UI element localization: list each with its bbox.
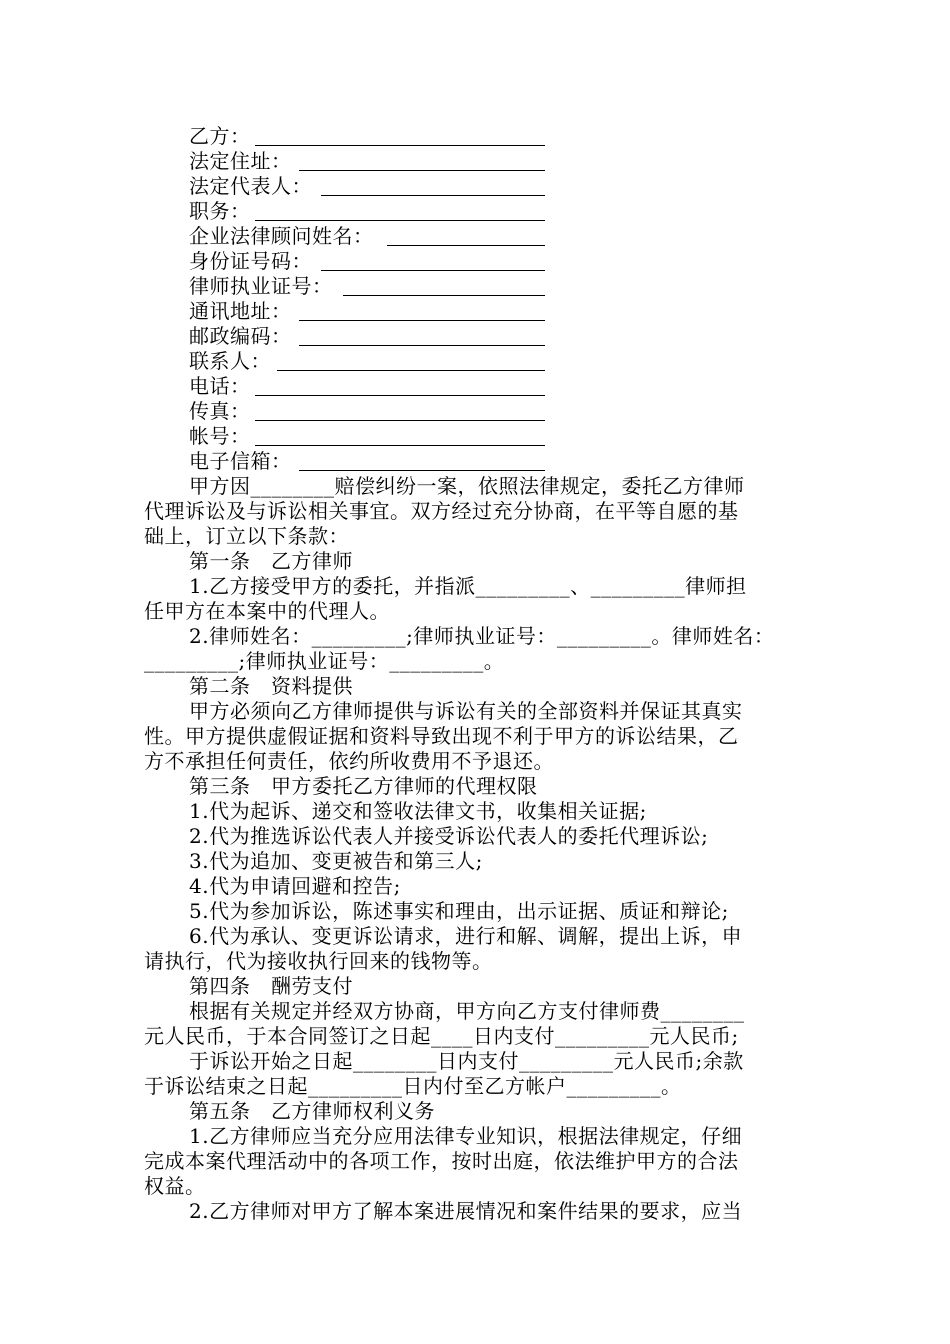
field-label: 联系人： — [189, 349, 271, 373]
field-label: 帐号： — [189, 424, 251, 448]
clause-text: 甲方必须向乙方律师提供与诉讼有关的全部资料并保证其真实 — [189, 699, 743, 723]
field-label: 法定住址： — [189, 149, 292, 173]
postal-code-field — [189, 324, 292, 349]
legal-address-field — [189, 149, 292, 174]
clause-text: 代理诉讼及与诉讼相关事宜。双方经过充分协商，在平等自愿的基 — [144, 499, 739, 523]
clause-text: 6.代为承认、变更诉讼请求，进行和解、调解，提出上诉，申 — [189, 924, 743, 948]
fax-field — [189, 399, 251, 424]
clause-text: 甲方因________赔偿纠纷一案，依照法律规定，委托乙方律师 — [189, 474, 745, 498]
legal-counsel-name-field — [189, 224, 374, 249]
article-heading: 第四条 酬劳支付 — [189, 974, 353, 998]
fill-in-line — [321, 195, 545, 196]
article-heading: 第五条 乙方律师权利义务 — [189, 1099, 435, 1123]
fill-in-line — [387, 245, 545, 246]
clause-text: 5.代为参加诉讼，陈述事实和理由，出示证据、质证和辩论; — [189, 899, 729, 923]
clause-text: 2.律师姓名：_________;律师执业证号：_________。律师姓名： — [189, 624, 775, 648]
clause-text: 4.代为申请回避和控告; — [189, 874, 401, 898]
phone-field — [189, 374, 251, 399]
field-label: 电话： — [189, 374, 251, 398]
fill-in-line — [255, 220, 545, 221]
article-heading: 第三条 甲方委托乙方律师的代理权限 — [189, 774, 538, 798]
lawyer-license-field — [189, 274, 333, 299]
fill-in-line — [299, 170, 545, 171]
fill-in-line — [255, 395, 545, 396]
legal-representative-field — [189, 174, 312, 199]
field-label: 邮政编码： — [189, 324, 292, 348]
clause-text: 3.代为追加、变更被告和第三人; — [189, 849, 483, 873]
clause-text: 础上，订立以下条款： — [144, 524, 349, 548]
field-label: 身份证号码： — [189, 249, 312, 273]
field-label: 企业法律顾问姓名： — [189, 224, 374, 248]
fill-in-line — [255, 145, 545, 146]
clause-text: 于诉讼开始之日起________日内支付_________元人民币;余款 — [189, 1049, 744, 1073]
mailing-address-field — [189, 299, 292, 324]
position-field — [189, 199, 251, 224]
fill-in-line — [255, 445, 545, 446]
clause-text: 元人民币，于本合同签订之日起____日内支付_________元人民币; — [144, 1024, 739, 1048]
email-field — [189, 449, 292, 474]
clause-text: 权益。 — [144, 1174, 206, 1198]
clause-text: _________;律师执业证号：_________。 — [144, 649, 505, 673]
clause-text: 于诉讼结束之日起_________日内付至乙方帐户_________。 — [144, 1074, 682, 1098]
field-label: 律师执业证号： — [189, 274, 333, 298]
account-field — [189, 424, 251, 449]
id-number-field — [189, 249, 312, 274]
fill-in-line — [299, 470, 545, 471]
clause-text: 1.代为起诉、递交和签收法律文书，收集相关证据; — [189, 799, 647, 823]
clause-text: 请执行，代为接收执行回来的钱物等。 — [144, 949, 493, 973]
fill-in-line — [321, 270, 545, 271]
clause-text: 性。甲方提供虚假证据和资料导致出现不利于甲方的诉讼结果，乙 — [144, 724, 739, 748]
fill-in-line — [255, 420, 545, 421]
clause-text: 完成本案代理活动中的各项工作，按时出庭，依法维护甲方的合法 — [144, 1149, 739, 1173]
party-b-field — [189, 124, 251, 149]
field-label: 职务： — [189, 199, 251, 223]
contact-person-field — [189, 349, 271, 374]
clause-text: 1.乙方接受甲方的委托，并指派_________、_________律师担 — [189, 574, 747, 598]
fill-in-line — [277, 370, 545, 371]
article-heading: 第二条 资料提供 — [189, 674, 353, 698]
field-label: 电子信箱： — [189, 449, 292, 473]
clause-text: 2.代为推选诉讼代表人并接受诉讼代表人的委托代理诉讼; — [189, 824, 709, 848]
clause-text: 方不承担任何责任，依约所收费用不予退还。 — [144, 749, 554, 773]
field-label: 通讯地址： — [189, 299, 292, 323]
fill-in-line — [299, 320, 545, 321]
clause-text: 1.乙方律师应当充分应用法律专业知识，根据法律规定，仔细 — [189, 1124, 743, 1148]
field-label: 乙方： — [189, 124, 251, 148]
fill-in-line — [343, 295, 545, 296]
clause-text: 任甲方在本案中的代理人。 — [144, 599, 390, 623]
article-heading: 第一条 乙方律师 — [189, 549, 353, 573]
field-label: 法定代表人： — [189, 174, 312, 198]
clause-text: 2.乙方律师对甲方了解本案进展情况和案件结果的要求，应当 — [189, 1199, 743, 1223]
field-label: 传真： — [189, 399, 251, 423]
clause-text: 根据有关规定并经双方协商，甲方向乙方支付律师费________ — [189, 999, 745, 1023]
fill-in-line — [299, 345, 545, 346]
